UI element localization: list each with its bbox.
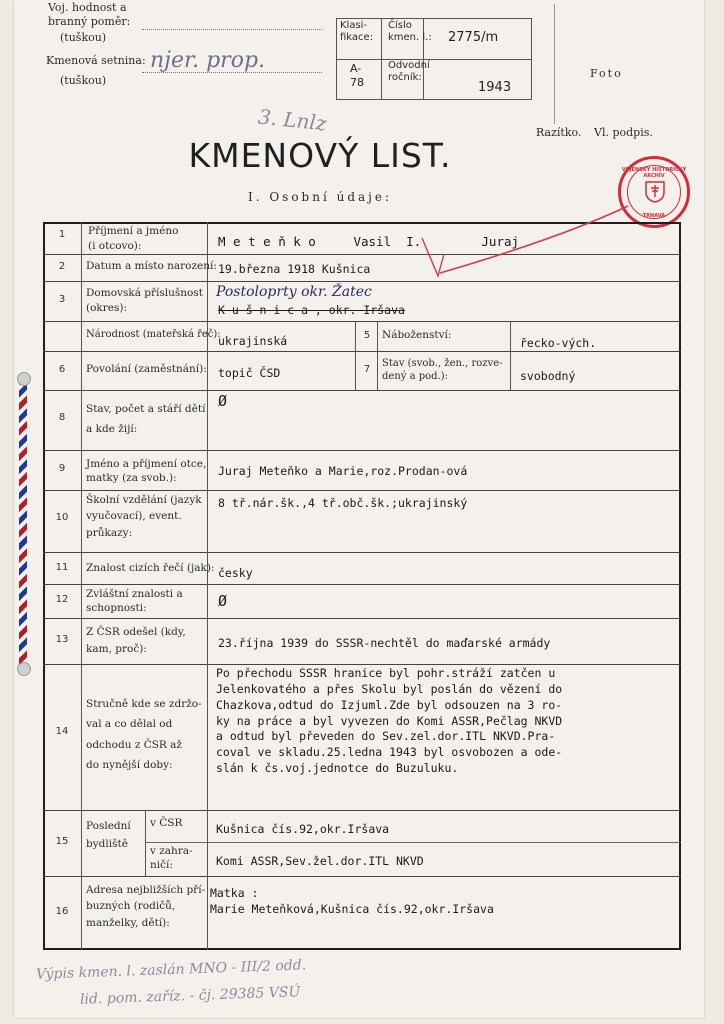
footer-note-line-1: Výpis kmen. l. zaslán MNO - III/2 odd. [35,957,307,983]
row-value-nationality: ukrajinská [218,334,288,348]
klasifikace-value: A- 78 [350,62,364,89]
row-label: Datum a místo narození: [86,260,217,272]
row-15-subcolumn-line [145,810,146,876]
klasifikace-label: Klasi- fikace: [340,20,374,43]
row-label: Adresa nejbližších pří- buzných (rodičů, manželky, dětí): [86,884,206,929]
row-number: 16 [55,906,69,917]
row-value-relatives: Matka : Marie Meteňková,Kušnica čís.92,okr.Iršava [210,886,494,916]
row-number: 8 [58,412,66,423]
cord-knot-top [17,372,31,386]
row-value-departure: 23.října 1939 do SSSR-nechtěl do maďarské armády [218,636,551,650]
row-number: 13 [55,634,69,645]
row-number: 9 [58,463,66,474]
row-separator [43,618,681,619]
row-value-skills: Ø [218,592,228,610]
row-value-religion: řecko-vých. [520,336,597,350]
binding-cord [19,378,27,668]
page-title: KMENOVÝ LIST. [188,136,452,175]
row-separator [43,450,681,451]
row-label: Poslední bydliště [86,820,131,850]
tuskou-note-2: (tuškou) [60,74,107,87]
row-value-name: M e t e ň k o Vasil I. Juraj [218,234,520,249]
row-sublabel-abroad: v zahra- ničí: [150,845,193,871]
odvodni-rocnik-value: 1943 [478,80,512,95]
row-number: 10 [55,512,69,523]
tuskou-note-1: (tuškou) [60,31,107,44]
row-number: 14 [55,726,69,737]
row-separator [43,390,681,391]
voj-hodnost-label: Voj. hodnost a [48,1,127,14]
row-label: Příjmení a jméno (i otcovo): [88,225,179,253]
row-label: Zvláštní znalosti a schopnosti: [86,588,183,614]
row-number: 2 [58,261,66,272]
row-label: Znalost cizích řečí (jak): [86,562,215,574]
row-number: 6 [58,364,66,375]
row-value-children: Ø [218,392,228,410]
row-value-residence-abroad: Komi ASSR,Sev.žel.dor.ITL NKVD [216,854,424,868]
row-separator [43,584,681,585]
row-value-domicile-struck: K u š n i c a , okr. Iršava [218,303,405,317]
row-sublabel-czsr: v ČSR [150,817,183,829]
row-label: Náboženství: [382,329,452,341]
row-value-domicile-handwritten: Postoloprty okr. Žatec [216,284,372,300]
row-value-residence-czsr: Kušnica čís.92,okr.Iršava [216,822,390,836]
branny-pomer-line [142,29,322,31]
foto-label: Foto [590,67,623,80]
footer-note-line-2: lid. pom. zaříz. - čj. 29385 VSÚ [79,984,301,1008]
row-value-languages: česky [218,566,253,580]
row-number: 3 [58,294,66,305]
kmenova-setnina-line [142,72,322,74]
row-value-birth: 19.března 1918 Kušnica [218,262,371,276]
inner-column-line [510,321,511,390]
row-number: 1 [58,229,66,240]
row-label: Z ČSR odešel (kdy, kam, proč): [86,626,186,655]
row-number: 12 [55,594,69,605]
row-value-parents: Juraj Meteňko a Marie,roz.Prodan-ová [218,464,468,478]
stamp-bottom-text: TRNAVA [642,213,666,219]
row-15-split [145,842,681,843]
row-separator [43,810,681,811]
row-label: Národnost (mateřská řeč): [86,329,221,340]
row-label: Povolání (zaměstnání): [86,363,207,375]
row-number: 5 [363,330,371,341]
row-separator [43,876,681,877]
number-column-line [81,222,82,950]
coat-of-arms-icon [645,181,665,203]
row-separator [43,321,681,322]
odvodni-rocnik-label: Odvodní ročník: [388,60,430,83]
kmenova-setnina-value: njer. prop. [150,48,266,73]
branny-pomer-label: branný poměr: [48,15,131,28]
row-number: 15 [55,836,69,847]
section-title: I. Osobní údaje: [247,190,393,204]
row-number: 7 [363,364,371,375]
cislo-kmen-label: Číslo kmen. l.: [388,20,432,43]
row-label: Stručně kde se zdržo- val a co dělal od odchodu z ČSR až do nynější doby: [86,698,202,772]
row-label: Stav (svob., žen., rozve- dený a pod.): [382,358,503,382]
row-separator [43,552,681,553]
kmenova-setnina-label: Kmenová setnina: [46,54,146,67]
row-value-marital-status: svobodný [520,369,576,383]
row-label: Školní vzdělání (jazyk vyučovací), event. průkazy: [86,494,202,539]
row-value-education: 8 tř.nár.šk.,4 tř.obč.šk.;ukrajinský [218,496,468,510]
cord-knot-bottom [17,662,31,676]
row-separator [43,351,681,352]
red-correction-mark [380,198,640,288]
pencil-note: 3. Lnlz [256,104,328,136]
row-separator [43,490,681,491]
row-number: 11 [55,562,69,573]
cislo-kmen-value: 2775/m [448,30,499,45]
row-value-history: Po přechodu SSSR hranice byl pohr.stráží zatčen u Jelenkovatého a přes Skolu byl poslán do vězení do Chazkova,odtud do Izjuml.Zde byl odsouzen na 3 ro- ky na práce a byl vyvezen do Komi ASSR,Pečlag NKVD a odtud byl převeden do Sev.zel.dor.ITL NKVD.Pra- coval ve skladu.25.ledna 1943 byl osvobozen a ode- slán k čs.voj.jednotce do Buzuluku. [216,666,563,776]
row-separator [43,664,681,665]
row-label: Jméno a příjmení otce, matky (za svob.): [86,458,207,484]
row-label: Stav, počet a stáří dětí a kde žijí: [86,403,206,435]
razitko-label: Razítko. [536,126,582,139]
row-label: Domovská příslušnost (okres): [86,287,203,315]
row-value-occupation: topič ČSD [218,366,281,380]
stamp-top-text: VOJENSKÝ HISTORICKÝ ARCHÍV [621,167,687,179]
photo-area-border [554,4,555,124]
vl-podpis-label: Vl. podpis. [594,126,653,139]
